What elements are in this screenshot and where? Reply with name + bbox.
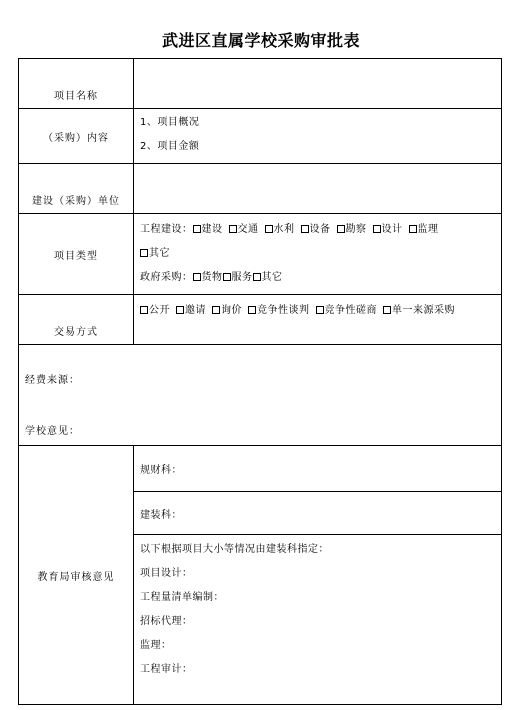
option-design[interactable]: 设计: [373, 224, 403, 235]
option-single-source[interactable]: 单一来源采购: [383, 305, 455, 316]
content-label: （采购）内容: [19, 109, 134, 164]
option-invite[interactable]: 邀请: [176, 305, 206, 316]
option-traffic[interactable]: 交通: [229, 224, 259, 235]
engineering-line: [140, 218, 495, 242]
content-value[interactable]: [134, 109, 502, 164]
approval-form-table: [18, 58, 502, 705]
project-type-label: 项目类型: [19, 214, 134, 295]
school-opinion-label: 学校意见：: [25, 426, 80, 437]
option-consultation[interactable]: 竞争性磋商: [316, 305, 378, 316]
checkbox-icon[interactable]: [316, 306, 324, 314]
checkbox-icon[interactable]: [248, 306, 256, 314]
assign-cell[interactable]: [134, 535, 502, 705]
project-name-value[interactable]: [134, 59, 502, 109]
option-construction[interactable]: 建设: [193, 224, 223, 235]
option-open[interactable]: 公开: [140, 305, 170, 316]
assign-audit: 工程审计：: [140, 664, 193, 675]
construction-label: 建装科：: [140, 509, 182, 521]
gov-line: [140, 266, 495, 290]
trade-method-value: [134, 295, 502, 345]
trade-line: [140, 299, 495, 323]
checkbox-icon[interactable]: [140, 249, 148, 257]
option-supervision[interactable]: 监理: [409, 224, 439, 235]
engineering-prefix: 工程建设：: [140, 224, 193, 235]
checkbox-icon[interactable]: [193, 273, 201, 281]
option-negotiation[interactable]: 竞争性谈判: [248, 305, 310, 316]
row-project-name: [19, 59, 502, 109]
option-goods[interactable]: 货物: [193, 272, 223, 283]
option-gov-other[interactable]: 其它: [253, 272, 283, 283]
checkbox-icon[interactable]: [383, 306, 391, 314]
assign-tender-agent: 招标代理：: [140, 616, 193, 627]
project-name-label: 项目名称: [19, 59, 134, 109]
assign-design: 项目设计：: [140, 568, 193, 579]
content-line-amount: 2、项目金额: [140, 141, 200, 152]
checkbox-icon[interactable]: [409, 225, 417, 233]
project-type-value: [134, 214, 502, 295]
checkbox-icon[interactable]: [223, 273, 231, 281]
option-service[interactable]: 服务: [223, 272, 253, 283]
assign-intro: 以下根据项目大小等情况由建装科指定：: [140, 544, 329, 555]
row-content: [19, 109, 502, 164]
option-survey[interactable]: 勘察: [337, 224, 367, 235]
checkbox-icon[interactable]: [253, 273, 261, 281]
checkbox-icon[interactable]: [212, 306, 220, 314]
checkbox-icon[interactable]: [229, 225, 237, 233]
checkbox-icon[interactable]: [337, 225, 345, 233]
content-line-overview: 1、项目概况: [140, 117, 200, 128]
checkbox-icon[interactable]: [193, 225, 201, 233]
trade-method-label: 交易方式: [19, 295, 134, 345]
construction-cell[interactable]: [134, 492, 502, 535]
assign-supervision: 监理：: [140, 640, 172, 651]
checkbox-icon[interactable]: [373, 225, 381, 233]
option-equipment[interactable]: 设备: [301, 224, 331, 235]
finance-label: 规财科：: [140, 465, 182, 476]
engineering-line-2: [140, 242, 495, 266]
form-title: 武进区直属学校采购审批表: [161, 31, 360, 50]
row-trade-method: [19, 295, 502, 345]
checkbox-icon[interactable]: [265, 225, 273, 233]
checkbox-icon[interactable]: [140, 306, 148, 314]
checkbox-icon[interactable]: [301, 225, 309, 233]
option-water[interactable]: 水利: [265, 224, 295, 235]
option-engineering-other[interactable]: 其它: [140, 248, 170, 259]
finance-cell[interactable]: [134, 446, 502, 492]
row-unit: [19, 164, 502, 214]
row-finance: [19, 446, 502, 492]
funding-cell[interactable]: [19, 345, 502, 446]
option-inquiry[interactable]: 询价: [212, 305, 242, 316]
row-funding: [19, 345, 502, 446]
unit-label: 建设（采购）单位: [19, 164, 134, 214]
checkbox-icon[interactable]: [176, 306, 184, 314]
bureau-review-label: 教育局审核意见: [19, 446, 134, 705]
unit-value[interactable]: [134, 164, 502, 214]
gov-prefix: 政府采购：: [140, 272, 193, 283]
assign-bill: 工程量清单编制：: [140, 592, 224, 603]
funding-source-label: 经费来源：: [25, 375, 80, 386]
row-project-type: [19, 214, 502, 295]
